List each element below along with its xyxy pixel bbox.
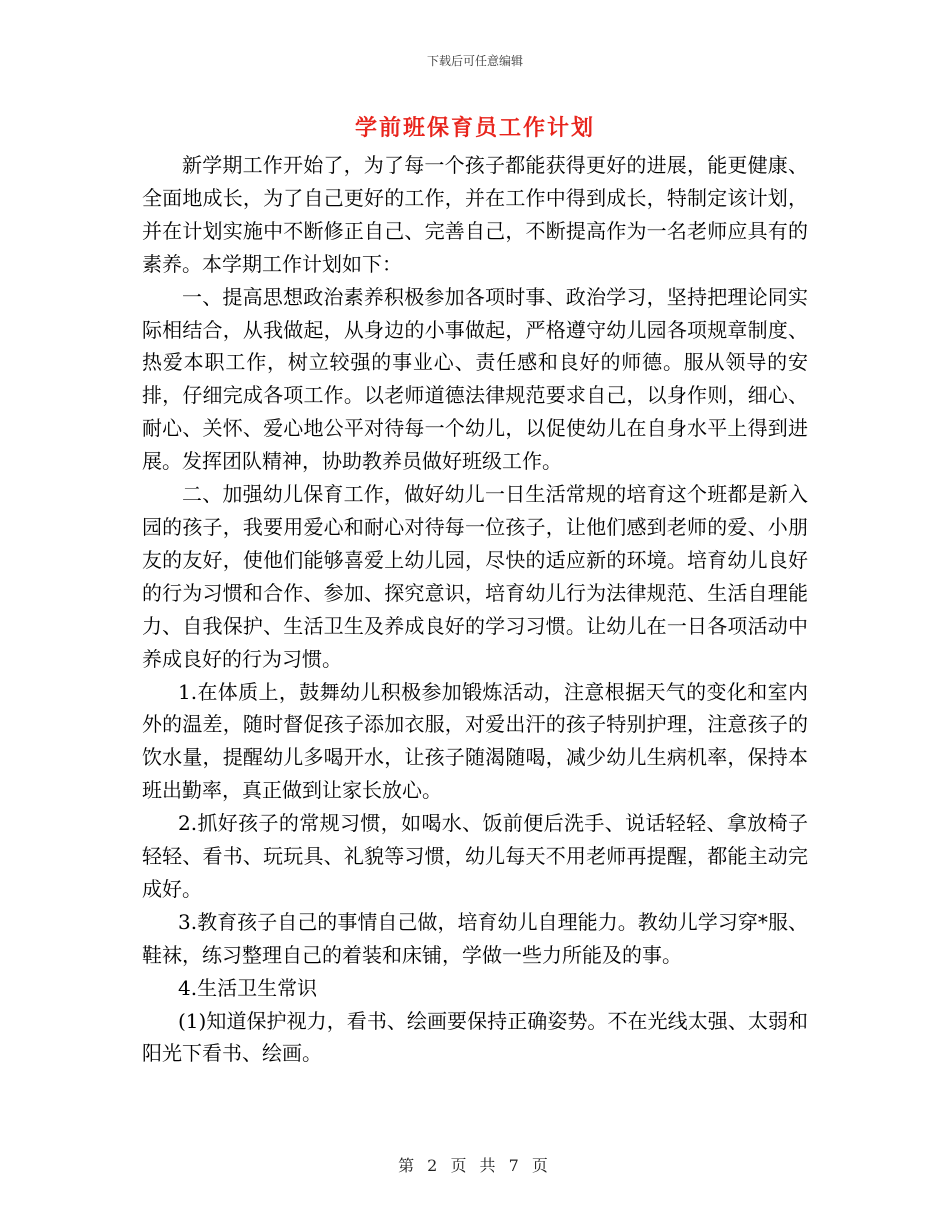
paragraph-section-1: 一、提高思想政治素养积极参加各项时事、政治学习，坚持把理论同实际相结合，从我做起，从身边的小事做起，严格遵守幼儿园各项规章制度、热爱本职工作，树立较强的事业心、责任感和良好的师德。服从领导的安排，仔细完成各项工作。以老师道德法律规范要求自己，以身作则，细心、耐心、关怀、爱心地公平对待每一个幼儿，以促使幼儿在自身水平上得到进展。发挥团队精神，协助教养员做好班级工作。 (142, 284, 808, 474)
document-title: 学前班保育员工作计划 (354, 116, 595, 141)
paragraph-item-4: 4.生活卫生常识 (178, 975, 318, 1000)
paragraph-item-1: 1.在体质上，鼓舞幼儿积极参加锻炼活动，注意根据天气的变化和室内外的温差，随时督促孩子添加衣服，对爱出汗的孩子特别护理，注意孩子的饮水量，提醒幼儿多喝开水，让孩子随渴随喝，减少幼儿生病机率，保持本班出勤率，真正做到让家长放心。 (142, 679, 808, 803)
document-body (142, 149, 808, 1070)
paragraph-intro: 新学期工作开始了，为了每一个孩子都能获得更好的进展，能更健康、全面地成长，为了自己更好的工作，并在工作中得到成长，特制定该计划，并在计划实施中不断修正自己、完善自己，不断提高作为一名老师应具有的素养。本学期工作计划如下： (142, 153, 808, 276)
paragraph-subitem-1: (1)知道保护视力，看书、绘画要保持正确姿势。不在光线太强、太弱和阳光下看书、绘画。 (142, 1008, 808, 1066)
paragraph-section-2: 二、加强幼儿保育工作，做好幼儿一日生活常规的培育这个班都是新入园的孩子，我要用爱心和耐心对待每一位孩子，让他们感到老师的爱、小朋友的友好，使他们能够喜爱上幼儿园，尽快的适应新的环境。培育幼儿良好的行为习惯和合作、参加、探究意识，培育幼儿行为法律规范、生活自理能力、自我保护、生活卫生及养成良好的学习习惯。让幼儿在一日各项活动中养成良好的行为习惯。 (142, 482, 808, 671)
paragraph-item-3: 3.教育孩子自己的事情自己做，培育幼儿自理能力。教幼儿学习穿*服、鞋袜，练习整理自己的着装和床铺，学做一些力所能及的事。 (142, 909, 808, 967)
paragraph-item-2: 2.抓好孩子的常规习惯，如喝水、饭前便后洗手、说话轻轻、拿放椅子轻轻、看书、玩玩具、礼貌等习惯，幼儿每天不用老师再提醒，都能主动完成好。 (142, 811, 808, 901)
page-number: 第 2 页 共 7 页 (398, 1156, 552, 1175)
header-note: 下载后可任意编辑 (426, 54, 523, 68)
